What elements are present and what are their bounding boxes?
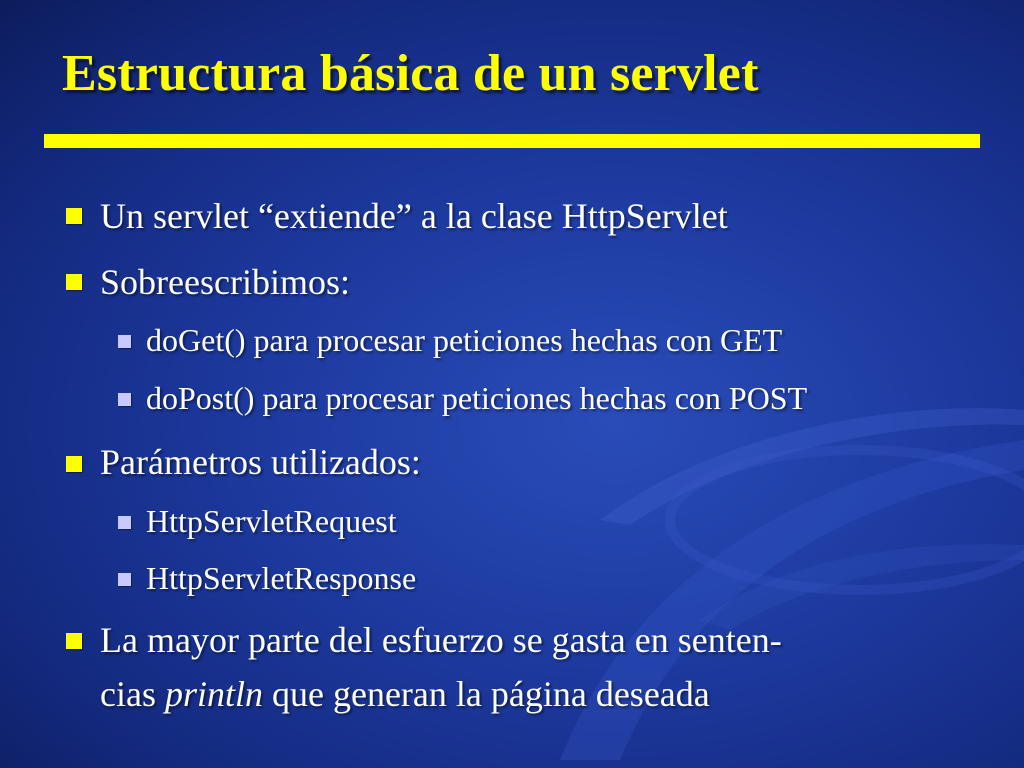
bullet-item: Parámetros utilizados: — [100, 442, 421, 482]
sub-bullet-square-icon — [118, 573, 131, 586]
sub-bullet-square-icon — [118, 393, 131, 406]
sub-bullet-square-icon — [118, 516, 131, 529]
bullet-item-text: que generan la página deseada — [262, 674, 710, 714]
sub-bullet-item: HttpServletRequest — [146, 503, 397, 539]
bullet-item-text: cias — [100, 674, 165, 714]
code-keyword-println: println — [164, 674, 263, 714]
sub-bullet-item: doGet() para procesar peticiones hechas con GET — [146, 322, 783, 358]
bullet-square-icon — [66, 456, 82, 472]
bullet-square-icon — [66, 208, 82, 224]
bullet-item: Sobreescribimos: — [100, 262, 350, 302]
sub-bullet-item: HttpServletResponse — [146, 560, 417, 596]
bullet-item: Un servlet “extiende” a la clase HttpServlet — [100, 196, 728, 236]
sub-bullet-square-icon — [118, 335, 131, 348]
bullet-square-icon — [66, 274, 82, 290]
bullet-item-line-1: La mayor parte del esfuerzo se gasta en senten- — [100, 620, 782, 660]
bullet-item-line-2 — [100, 668, 710, 720]
slide-title: Estructura básica de un servlet — [62, 45, 759, 102]
bullet-square-icon — [66, 633, 82, 649]
sub-bullet-item: doPost() para procesar peticiones hechas con POST — [146, 380, 808, 416]
